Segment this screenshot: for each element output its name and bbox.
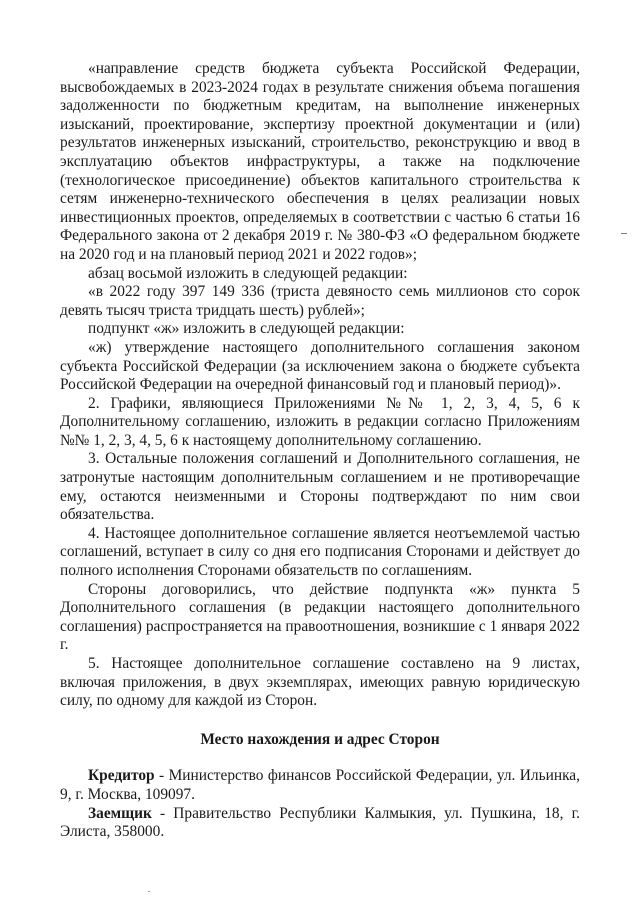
paragraph-agreement-effect: Стороны договорились, что действие подпункта «ж» пункта 5 Дополнительного соглашения (в редакции настоящего дополнительного соглашения) распространяется на правоотношения, возникшие с 1 января 2022 г.: [60, 580, 580, 654]
creditor-entry: [60, 767, 580, 804]
section-heading: Место нахождения и адрес Сторон: [200, 730, 440, 748]
document-page: [60, 60, 580, 842]
paragraph-subclause-zh-intro: подпункт «ж» изложить в следующей редакции:: [88, 320, 405, 338]
paragraph-item-3: 3. Остальные положения соглашений и Дополнительного соглашения, не затронутые настоящим дополнительным соглашением и не противоречащие ему, остаются неизменными и Стороны подтверждают по ним свои обязательства.: [60, 450, 580, 524]
paragraph-funds-direction: «направление средств бюджета субъекта Российской Федерации, высвобождаемых в 2023-2024 годах в результате снижения объема погашения задолженности по бюджетным кредитам, на выполнение инженерных изысканий, проектирование, экспертизу проектной документации и (или) результатов инженерных изысканий, строительство, реконструкцию и ввод в эксплуатацию объектов инфраструктуры, а также на подключение (технологическое присоединение) объектов капитального строительства к сетям инженерно-технического обеспечения в целях реализации новых инвестиционных проектов, определяемых в соответствии с частью 6 статьи 16 Федерального закона от 2 декабря 2019 г. № 380-ФЗ «О федеральном бюджете на 2020 год и на плановый период 2021 и 2022 годов»;: [60, 60, 580, 263]
paragraph-item-4: 4. Настоящее дополнительное соглашение является неотъемлемой частью соглашений, вступает в силу со дня его подписания Сторонами и действует до полного исполнения Сторонами обязательств по соглашениям.: [60, 524, 580, 580]
paragraph-item-5: 5. Настоящее дополнительное соглашение составлено на 9 листах, включая приложения, в двух экземплярах, имеющих равную юридическую силу, по одному для каждой из Сторон.: [60, 655, 580, 710]
borrower-label: Заемщик: [88, 804, 152, 822]
margin-mark: [621, 233, 627, 234]
creditor-details: - Министерство финансов Российской Федерации, ул. Ильинка, 9, г. Москва, 109097.: [60, 767, 580, 803]
creditor-label: Кредитор: [88, 767, 155, 785]
paragraph-eighth-clause-intro: абзац восьмой изложить в следующей редакции:: [88, 264, 408, 282]
scan-dot: [148, 891, 150, 892]
paragraph-subclause-zh: «ж) утверждение настоящего дополнительного соглашения законом субъекта Российской Федерации (за исключением закона о бюджете субъекта Российской Федерации на очередной финансовый год и плановый период)».: [60, 338, 580, 394]
paragraph-2022-amount: «в 2022 году 397 149 336 (триста девяносто семь миллионов сто сорок девять тысяч триста тридцать шесть) рублей»;: [60, 283, 580, 319]
borrower-entry: [60, 805, 580, 842]
paragraph-item-2: 2. Графики, являющиеся Приложениями №№ 1, 2, 3, 4, 5, 6 к Дополнительному соглашению, изложить в редакции согласно Приложениям №№ 1, 2, 3, 4, 5, 6 к настоящему дополнительному соглашению.: [60, 394, 580, 449]
borrower-details: - Правительство Республики Калмыкия, ул. Пушкина, 18, г. Элиста, 358000.: [60, 804, 580, 841]
